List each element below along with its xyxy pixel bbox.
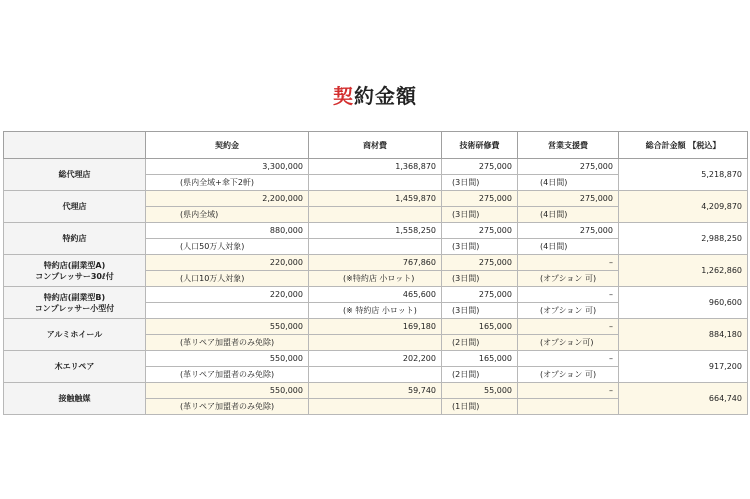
table-body [4, 159, 748, 415]
training-fee-note: (1日間) [442, 399, 518, 415]
row-label [4, 287, 146, 319]
total-amount-value: 5,218,870 [619, 159, 748, 191]
materials-fee-note: (※ 特約店 小ロット) [309, 303, 442, 319]
contract-fee-note: (人口50万人対象) [146, 239, 309, 255]
contract-fee-note: (革リペア加盟者のみ免除) [146, 399, 309, 415]
materials-fee-note [309, 367, 442, 383]
sales-support-fee-value: 275,000 [518, 191, 619, 207]
sales-support-fee-note: (オプション可) [518, 335, 619, 351]
sales-support-fee-value: – [518, 383, 619, 399]
total-amount-value: 2,988,250 [619, 223, 748, 255]
materials-fee-value: 59,740 [309, 383, 442, 399]
table-row [4, 287, 748, 303]
contract-fee-note: (県内全域+傘下2軒) [146, 175, 309, 191]
row-label-line: アルミホイール [46, 330, 103, 339]
training-fee-value: 275,000 [442, 255, 518, 271]
sales-support-fee-note: (オプション 可) [518, 367, 619, 383]
row-label [4, 351, 146, 383]
materials-fee-value: 1,368,870 [309, 159, 442, 175]
training-fee-value: 275,000 [442, 287, 518, 303]
contract-fee-value: 880,000 [146, 223, 309, 239]
contract-fee-value: 550,000 [146, 383, 309, 399]
header-sales-support-fee: 営業支援費 [518, 132, 619, 159]
materials-fee-value: 767,860 [309, 255, 442, 271]
training-fee-note: (3日間) [442, 271, 518, 287]
training-fee-value: 275,000 [442, 159, 518, 175]
header-corner-cell [4, 132, 146, 159]
materials-fee-value: 1,558,250 [309, 223, 442, 239]
sales-support-fee-note: (4日間) [518, 239, 619, 255]
materials-fee-note [309, 335, 442, 351]
sales-support-fee-note: (4日間) [518, 175, 619, 191]
materials-fee-note: (※特約店 小ロット) [309, 271, 442, 287]
page-title-accent: 契 [333, 84, 354, 108]
row-label [4, 319, 146, 351]
total-amount-value: 960,600 [619, 287, 748, 319]
materials-fee-note [309, 207, 442, 223]
materials-fee-note [309, 399, 442, 415]
row-label [4, 159, 146, 191]
row-label-line: コンプレッサー30ℓ付 [35, 271, 114, 281]
row-label [4, 223, 146, 255]
materials-fee-value: 465,600 [309, 287, 442, 303]
header-contract-fee: 契約金 [146, 132, 309, 159]
row-label [4, 191, 146, 223]
sales-support-fee-value: – [518, 287, 619, 303]
page-title-rest: 約金額 [354, 84, 417, 108]
table-row [4, 319, 748, 335]
training-fee-value: 55,000 [442, 383, 518, 399]
training-fee-value: 165,000 [442, 319, 518, 335]
materials-fee-note [309, 175, 442, 191]
sales-support-fee-value: 275,000 [518, 159, 619, 175]
row-label-line: 特約店(副業型B) [43, 292, 106, 302]
training-fee-note: (3日間) [442, 175, 518, 191]
contract-fee-note: (革リペア加盟者のみ免除) [146, 335, 309, 351]
materials-fee-note [309, 239, 442, 255]
row-label-line: コンプレッサー小型付 [34, 303, 115, 313]
sales-support-fee-note: (オプション 可) [518, 271, 619, 287]
sales-support-fee-value: – [518, 255, 619, 271]
table-row [4, 255, 748, 271]
sales-support-fee-value: 275,000 [518, 223, 619, 239]
training-fee-value: 275,000 [442, 223, 518, 239]
row-label-line: 特約店 [62, 234, 87, 243]
sales-support-fee-value: – [518, 319, 619, 335]
header-materials-fee: 商材費 [309, 132, 442, 159]
sales-support-fee-value: – [518, 351, 619, 367]
header-training-fee: 技術研修費 [442, 132, 518, 159]
row-label-line: 特約店(副業型A) [43, 260, 106, 270]
page-title [0, 80, 750, 109]
table-row [4, 191, 748, 207]
contract-fee-value: 3,300,000 [146, 159, 309, 175]
row-label-line: 代理店 [62, 202, 87, 211]
sales-support-fee-note [518, 399, 619, 415]
table-row [4, 351, 748, 367]
row-label-line: 接触触媒 [58, 394, 91, 403]
materials-fee-value: 169,180 [309, 319, 442, 335]
training-fee-note: (2日間) [442, 367, 518, 383]
row-label [4, 255, 146, 287]
row-label-line: 木エリペア [54, 362, 95, 371]
table-row [4, 223, 748, 239]
training-fee-value: 275,000 [442, 191, 518, 207]
training-fee-note: (3日間) [442, 207, 518, 223]
contract-fee-value: 550,000 [146, 319, 309, 335]
total-amount-value: 664,740 [619, 383, 748, 415]
total-amount-value: 884,180 [619, 319, 748, 351]
training-fee-note: (3日間) [442, 239, 518, 255]
training-fee-note: (3日間) [442, 303, 518, 319]
contract-fee-note: (革リペア加盟者のみ免除) [146, 367, 309, 383]
total-amount-value: 4,209,870 [619, 191, 748, 223]
row-label-line: 総代理店 [58, 170, 91, 179]
contract-fee-value: 220,000 [146, 287, 309, 303]
sales-support-fee-note: (オプション 可) [518, 303, 619, 319]
contract-price-table [3, 131, 748, 415]
header-total-amount: 総合計金額 【税込】 [619, 132, 748, 159]
contract-fee-value: 2,200,000 [146, 191, 309, 207]
contract-fee-value: 550,000 [146, 351, 309, 367]
total-amount-value: 917,200 [619, 351, 748, 383]
table-row [4, 159, 748, 175]
contract-fee-note [146, 303, 309, 319]
total-amount-value: 1,262,860 [619, 255, 748, 287]
contract-fee-note: (県内全域) [146, 207, 309, 223]
row-label [4, 383, 146, 415]
table-header-row [4, 132, 748, 159]
training-fee-value: 165,000 [442, 351, 518, 367]
contract-fee-note: (人口10万人対象) [146, 271, 309, 287]
contract-fee-value: 220,000 [146, 255, 309, 271]
materials-fee-value: 202,200 [309, 351, 442, 367]
training-fee-note: (2日間) [442, 335, 518, 351]
materials-fee-value: 1,459,870 [309, 191, 442, 207]
table-row [4, 383, 748, 399]
sales-support-fee-note: (4日間) [518, 207, 619, 223]
